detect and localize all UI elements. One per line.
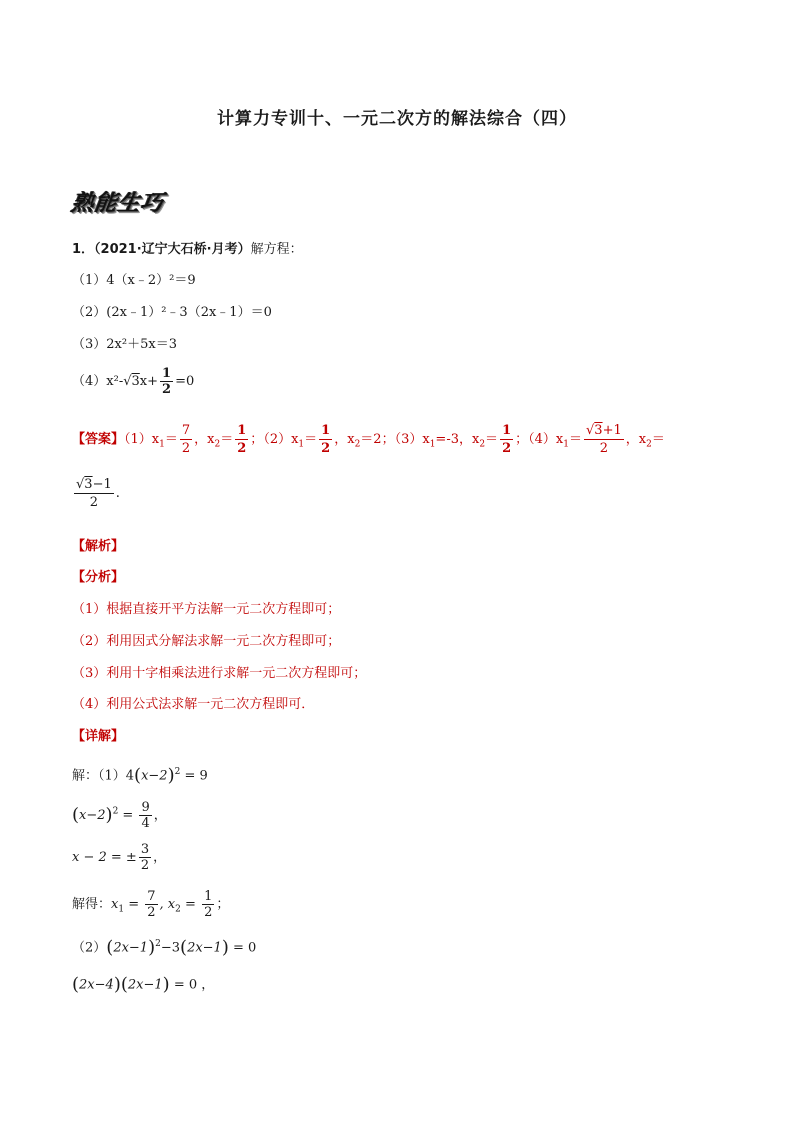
fraction: $\frac{1}{2}$ [502, 423, 512, 456]
fraction: $\frac{7}{2}$ [147, 889, 156, 920]
analysis-line-1: （1）根据直接开平方法解一元二次方程即可； [72, 602, 341, 617]
fraction: $\frac{√3+1}{2}$ [585, 423, 622, 456]
sqrt-sign: √3 [123, 374, 140, 389]
problem-item-2: （2）(2x﹣1）²﹣3（2x﹣1）＝0 [72, 305, 272, 320]
fraction: $\frac{3}{2}$ [140, 842, 150, 873]
analysis-line-3: （3）利用十字相乘法进行求解一元二次方程即可； [72, 666, 367, 681]
answer-line: 【答案】$(1)x_1=$ $\frac{7}{2}$ ，$x_2=$ $\frac{1}{2}$ ；$(2)x_1=$ $\frac{1}{2}$ ，$x_2=2$；$(3)x_1=-3$，$x_2=$ $\frac{1}{2}$ ；$(4)x_1=$ $\frac{√3+1}{2}$ ，$x_2=$ [72, 423, 665, 456]
detail-label: 【详解】 [72, 729, 125, 744]
problem-item-1: （1）4（x﹣2）²＝9 [72, 273, 196, 288]
fraction: $\frac{1}{2}$ [321, 423, 331, 456]
section-logo: 熟能生巧 [69, 191, 166, 216]
analysis-line-2: （2）利用因式分解法求解一元二次方程即可； [72, 634, 341, 649]
fraction: $\frac{1}{2}$ [237, 423, 247, 456]
problem-number: 1． [72, 242, 95, 257]
detail-step-4: 解得：$x_1$ = $\frac{7}{2}$ , $x_2$ = $\frac{1}{2}$ ； [72, 889, 230, 920]
detail-step-5: $(2)(2x-1)^2-3(2x-1) = 0$ [72, 936, 257, 958]
analysis-line-4: （4）利用公式法求解一元二次方程即可． [72, 697, 315, 712]
fraction: $\frac{9}{4}$ [141, 800, 150, 831]
answer-label: 【答案】 [72, 432, 125, 447]
detail-step-1: 解：$(1)4(x-2)^2 = 9$ [72, 764, 208, 786]
fraction: $\frac{7}{2}$ [181, 423, 191, 456]
analysis-label: 【解析】 [72, 539, 125, 554]
fraction: $\frac{√3-1}{2}$ [76, 477, 112, 510]
detail-step-6: (2x−4)(2x−1) = 0 ， [72, 974, 215, 995]
fraction: $\frac{1}{2}$ [204, 889, 213, 920]
detail-step-3: x − 2 = ± $\frac{3}{2}$ ， [72, 842, 167, 873]
problem-source: （2021·辽宁大石桥·月考） [94, 242, 251, 257]
problem-stem [72, 240, 303, 260]
answer-continuation: $\frac{√3-1}{2}$ . [76, 477, 120, 510]
page-title: 计算力专训十、一元二次方的解法综合（四） [217, 109, 577, 129]
problem-item-3: （3）2x²＋5x＝3 [72, 337, 177, 352]
detail-step-2: $(x-2)^2$ = $\frac{9}{4}$ ， [72, 800, 167, 831]
problem-instruction: 解方程： [250, 242, 303, 257]
fraction: $\frac{1}{2}$ [162, 366, 172, 397]
problem-item-4: （4）x²-√3x+ $\frac{1}{2}$ =0 [72, 366, 195, 397]
analysis-sub-label: 【分析】 [72, 570, 125, 585]
